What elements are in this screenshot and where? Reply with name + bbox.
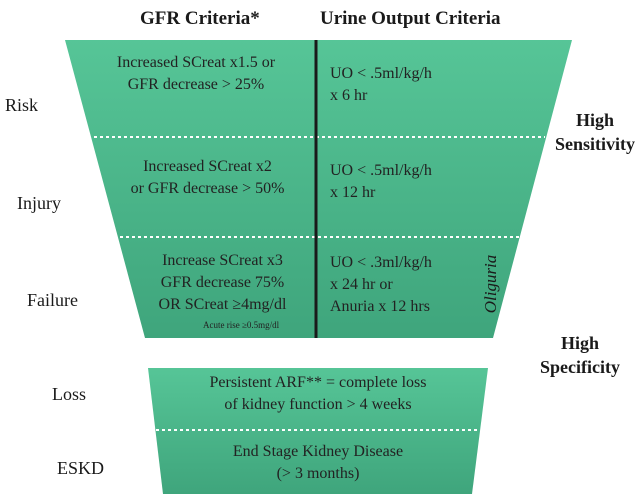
injury-uo-line-1: UO < .5ml/kg/h [330, 162, 432, 179]
injury-gfr-line-2: or GFR decrease > 50% [130, 180, 285, 197]
loss-criteria [160, 372, 476, 416]
eskd-criteria [163, 441, 473, 485]
injury-gfr-criteria [105, 156, 310, 200]
failure-uo-line-1: UO < .3ml/kg/h [330, 254, 432, 271]
failure-gfr-line-3: OR SCreat ≥4mg/dl [158, 296, 287, 313]
risk-uo-criteria [330, 63, 432, 107]
eskd-line-2: (> 3 months) [276, 465, 360, 482]
failure-uo-line-3: Anuria x 12 hrs [330, 298, 430, 315]
failure-gfr-line-1: Increase SCreat x3 [162, 252, 283, 269]
eskd-line-1: End Stage Kidney Disease [232, 443, 404, 460]
oliguria-label: Oliguria [481, 254, 500, 314]
injury-uo-criteria [330, 160, 432, 204]
stage-risk: Risk [5, 95, 39, 115]
high-specificity-line-2: Specificity [540, 357, 620, 377]
risk-gfr-criteria [82, 52, 310, 96]
stage-eskd: ESKD [57, 458, 105, 478]
loss-line-1: Persistent ARF** = complete loss [209, 374, 427, 391]
urine-output-header: Urine Output Criteria [320, 8, 501, 29]
risk-gfr-line-2: GFR decrease > 25% [127, 76, 265, 93]
injury-gfr-line-1: Increased SCreat x2 [143, 158, 272, 175]
stage-injury: Injury [17, 193, 61, 213]
high-sensitivity-line-1: High [575, 110, 614, 130]
failure-gfr-line-2: GFR decrease 75% [160, 274, 285, 291]
high-specificity-label [525, 331, 635, 379]
risk-gfr-line-1: Increased SCreat x1.5 or [116, 54, 276, 71]
failure-gfr-note: Acute rise ≥0.5mg/dl [203, 320, 280, 330]
stage-loss: Loss [52, 384, 87, 404]
high-sensitivity-label [540, 108, 643, 156]
failure-uo-criteria [330, 252, 432, 318]
high-specificity-line-1: High [560, 333, 599, 353]
gfr-criteria-header: GFR Criteria* [140, 8, 260, 29]
risk-uo-line-2: x 6 hr [330, 87, 368, 104]
failure-gfr-criteria [135, 250, 310, 316]
loss-line-2: of kidney function > 4 weeks [224, 396, 412, 413]
stage-failure: Failure [27, 290, 78, 310]
failure-uo-line-2: x 24 hr or [330, 276, 393, 293]
risk-uo-line-1: UO < .5ml/kg/h [330, 65, 432, 82]
high-sensitivity-line-2: Sensitivity [554, 134, 635, 154]
injury-uo-line-2: x 12 hr [330, 184, 376, 201]
